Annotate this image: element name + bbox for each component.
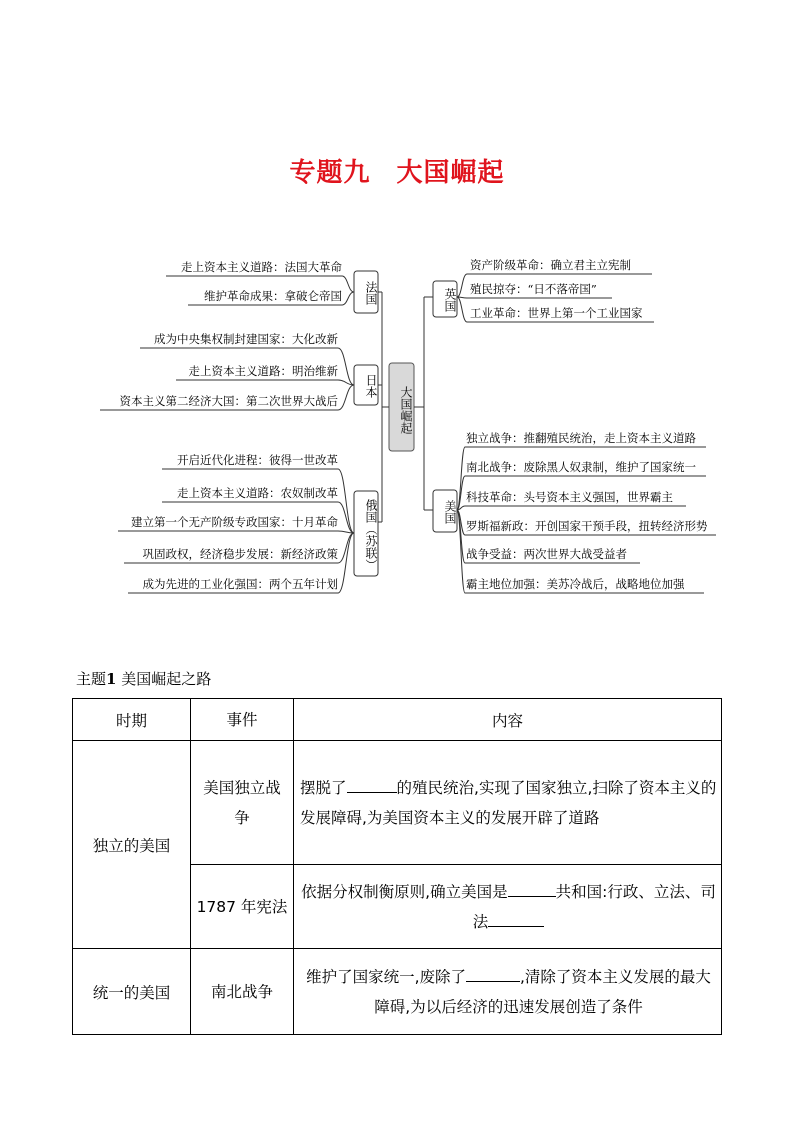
header-period: 时期 <box>73 699 191 741</box>
branch-label: 南北战争：废除黑人奴隶制，维护了国家统一 <box>466 460 696 474</box>
node-france: 法国 <box>364 281 378 305</box>
period-cell: 独立的美国 <box>73 741 191 949</box>
branch-label: 走上资本主义道路：明治维新 <box>188 364 338 378</box>
branch-label: 资产阶级革命：确立君主立宪制 <box>470 258 631 272</box>
content-text: 共和国:行政、立法、司法 <box>472 882 716 931</box>
branch-label: 霸主地位加强：美苏冷战后，战略地位加强 <box>466 577 685 591</box>
branch-label: 巩固政权，经济稳步发展：新经济政策 <box>142 547 338 561</box>
fill-blank[interactable] <box>508 878 556 897</box>
node-britain: 英国 <box>443 288 457 312</box>
event-cell: 1787 年宪法 <box>191 865 294 949</box>
branch-label: 独立战争：推翻殖民统治，走上资本主义道路 <box>466 431 696 445</box>
branch-label: 工业革命：世界上第一个工业国家 <box>470 306 643 320</box>
section-label: 主题 <box>76 670 107 688</box>
branch-label: 战争受益：两次世界大战受益者 <box>466 547 627 561</box>
branch-label: 走上资本主义道路：农奴制改革 <box>177 486 338 500</box>
fill-blank[interactable] <box>488 908 544 927</box>
branch-label: 开启近代化进程：彼得一世改革 <box>177 453 338 467</box>
branch-label: 殖民掠夺：“日不落帝国” <box>470 282 597 296</box>
event-cell: 南北战争 <box>191 949 294 1035</box>
header-content: 内容 <box>294 699 722 741</box>
content-text: 摆脱了 <box>300 778 347 797</box>
section-heading <box>76 668 211 689</box>
title-topic: 专题九 <box>289 158 371 188</box>
period-cell: 统一的美国 <box>73 949 191 1035</box>
title-subject: 大国崛起 <box>396 158 505 188</box>
section-title: 美国崛起之路 <box>121 670 212 688</box>
branch-label: 成为先进的工业化强国：两个五年计划 <box>142 577 338 591</box>
content-cell <box>294 865 722 949</box>
content-text: ,清除了资本主义发展的最大障碍,为以后经济的迅速发展创造了条件 <box>374 967 711 1016</box>
mindmap-center: 大国崛起 <box>399 386 413 434</box>
table-row <box>73 741 722 865</box>
branch-label: 科技革命：头号资本主义强国，世界霸主 <box>466 490 673 504</box>
table-header-row <box>73 699 722 741</box>
fill-blank[interactable] <box>466 963 520 982</box>
node-japan: 日本 <box>364 374 378 398</box>
content-text: 维护了国家统一,废除了 <box>306 967 466 986</box>
content-text: 的殖民统治,实现了国家独立,扫除了资本主义的发展障碍,为美国资本主义的发展开辟了道路 <box>300 778 717 827</box>
history-table <box>72 698 722 1035</box>
content-cell <box>294 741 722 865</box>
content-cell <box>294 949 722 1035</box>
table-row <box>73 949 722 1035</box>
node-usa: 美国 <box>443 500 457 524</box>
event-cell <box>191 741 294 865</box>
event-text: 美国独立战争 <box>203 778 281 827</box>
header-event: 事件 <box>191 699 294 741</box>
section-number: 1 <box>106 670 117 688</box>
content-text: 依据分权制衡原则,确立美国是 <box>301 882 508 901</box>
branch-label: 罗斯福新政：开创国家干预手段，扭转经济形势 <box>466 519 708 533</box>
node-russia: 俄国（苏联） <box>364 499 378 571</box>
branch-label: 建立第一个无产阶级专政国家：十月革命 <box>131 515 338 529</box>
fill-blank[interactable] <box>347 774 397 793</box>
branch-label: 资本主义第二经济大国：第二次世界大战后 <box>119 394 338 408</box>
branch-label: 维护革命成果：拿破仑帝国 <box>204 289 342 303</box>
branch-label: 成为中央集权制封建国家：大化改新 <box>154 332 338 346</box>
branch-label: 走上资本主义道路：法国大革命 <box>181 260 342 274</box>
